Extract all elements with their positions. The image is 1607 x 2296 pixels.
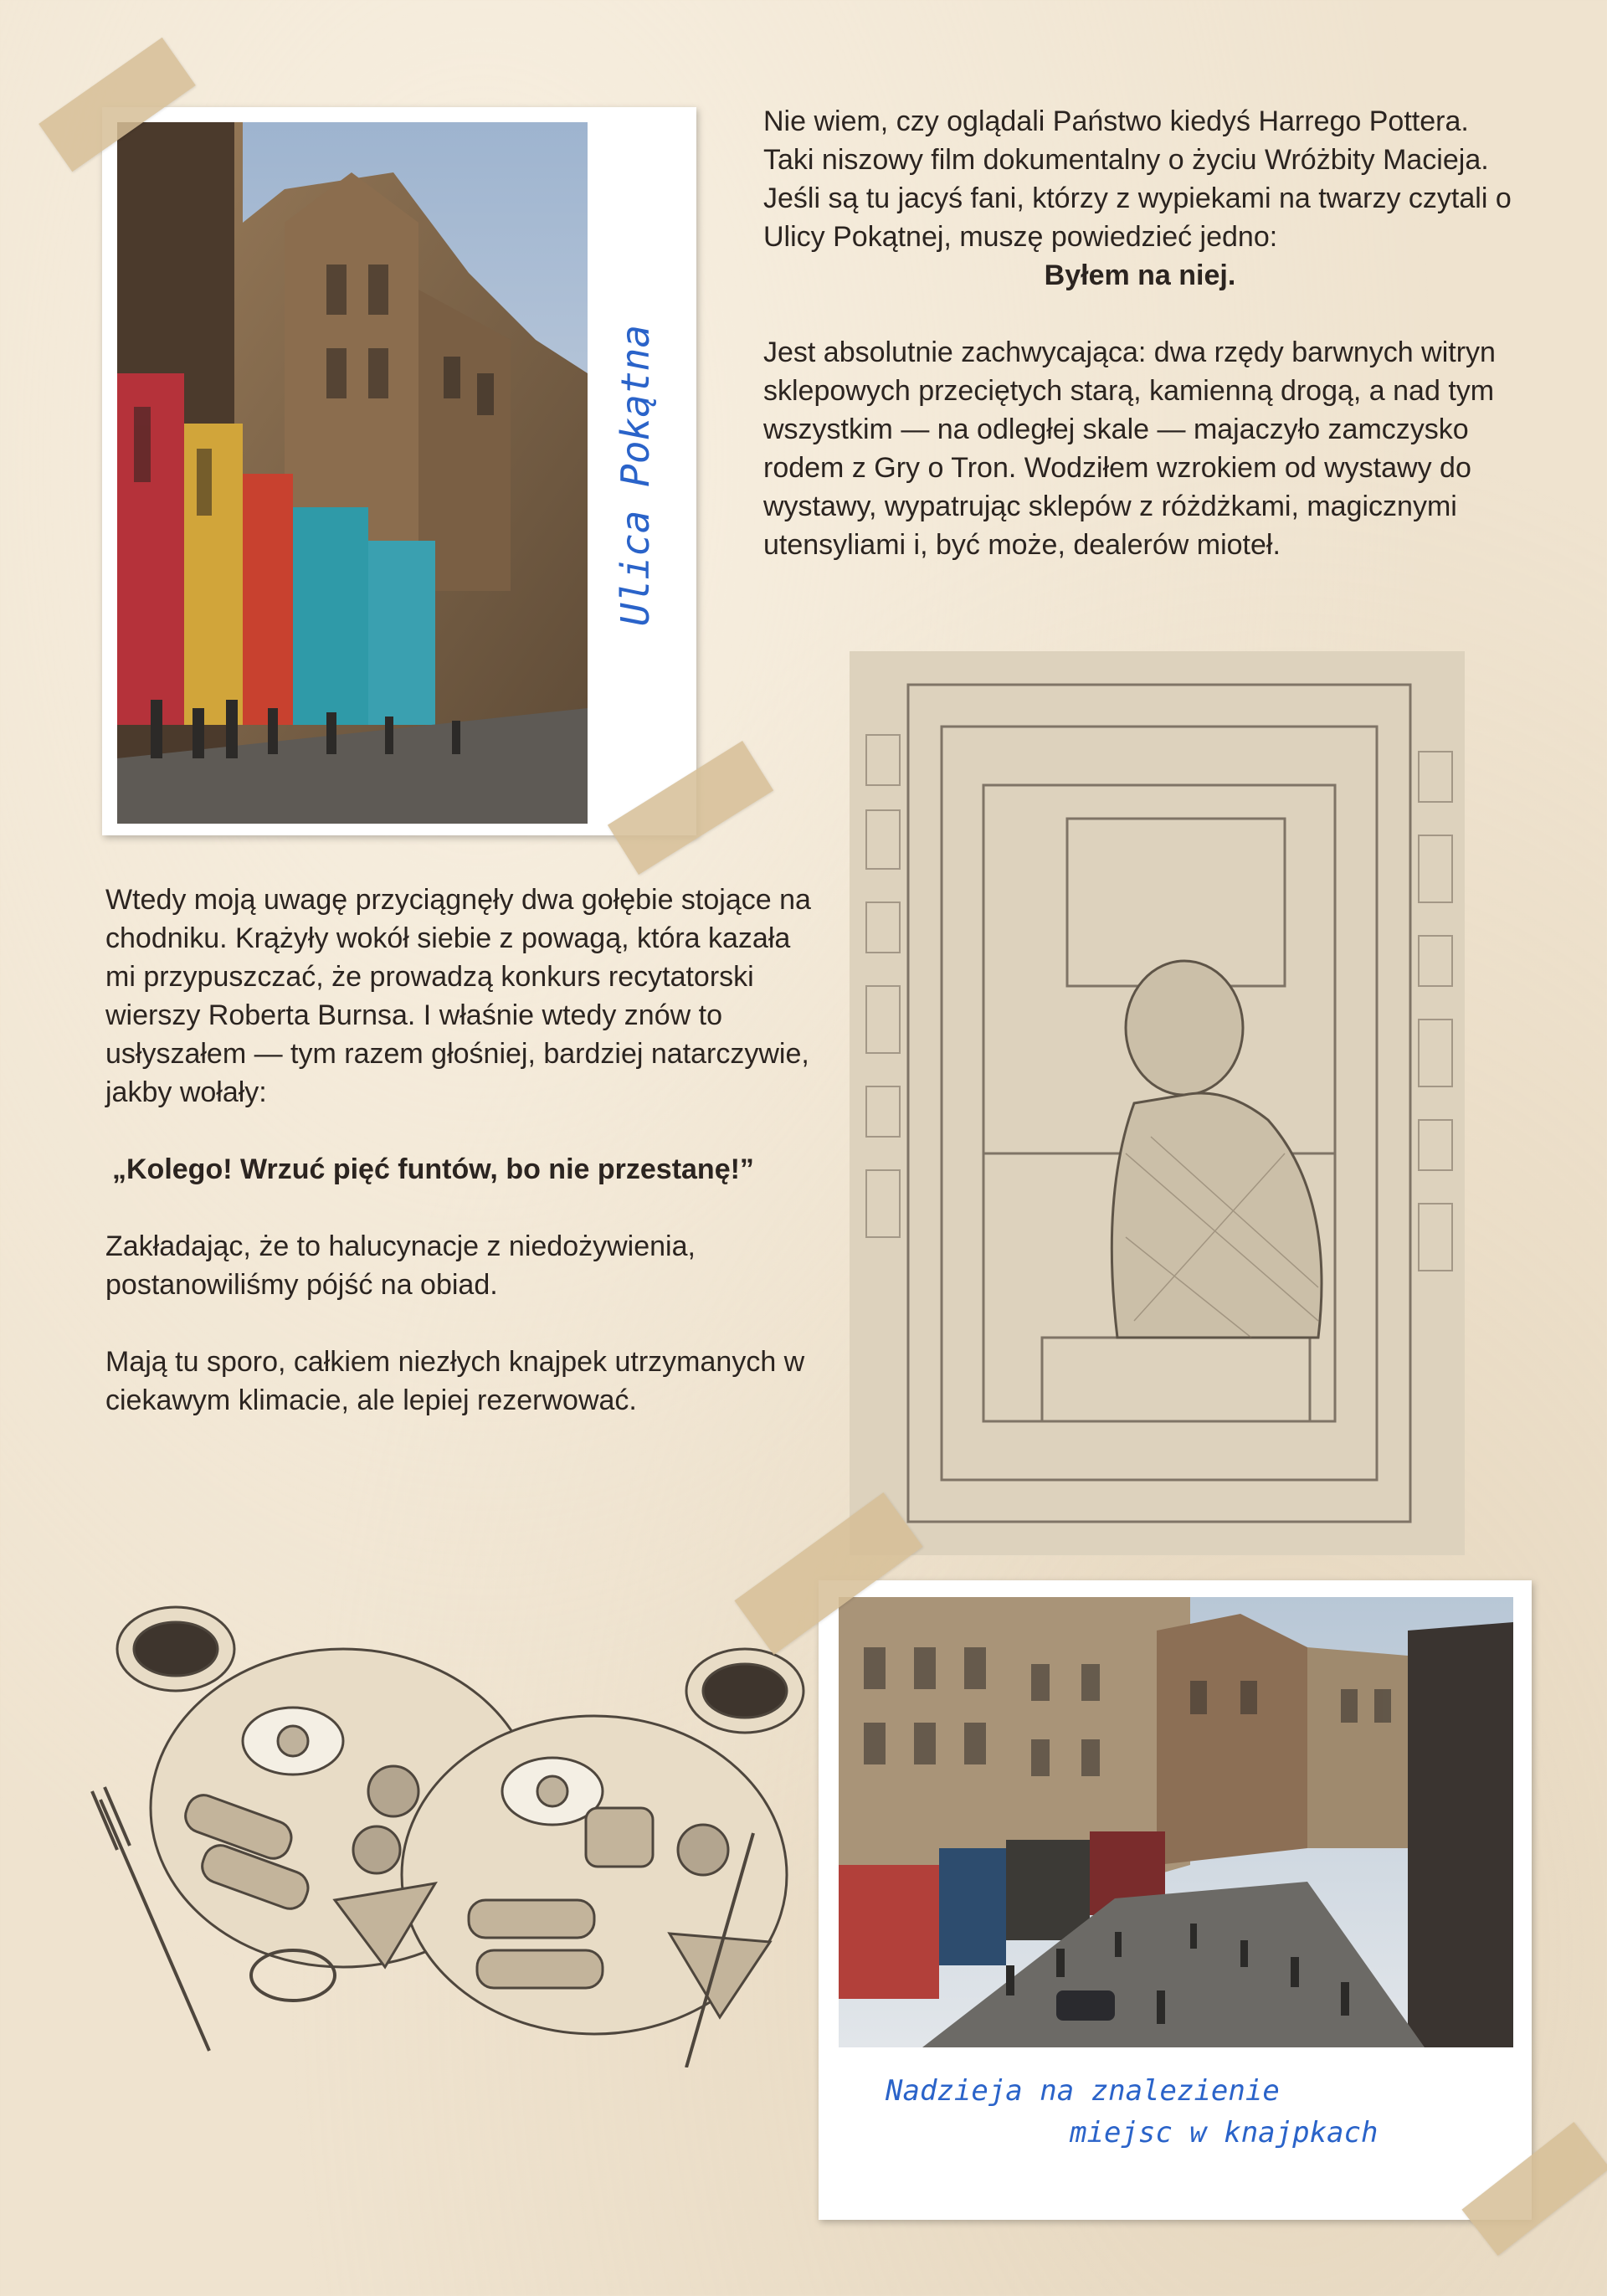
polaroid-photo-2 <box>819 1580 1532 2220</box>
text-block-2 <box>105 881 825 1420</box>
photo-2-caption-line-1: Nadzieja na znalezienie <box>886 2074 1280 2108</box>
paragraph-intro: Nie wiem, czy oglądali Państwo kiedyś Harrego Pottera. Taki niszowy film dokumentalny o życiu Wróżbity Macieja. Jeśli są tu jacyś fani, którzy z wypiekami na twarzy czytali o Ulicy Pokątnej, muszę powiedzieć jedno: <box>763 105 1512 253</box>
paragraph-description: Jest absolutnie zachwycająca: dwa rzędy barwnych witryn sklepowych przeciętych starą, kamienną drogą, a nad tym wszystkim — na odległej skale — majaczyło zamczysko rodem z Gry o Tron. Wodziłem wzrokiem od wystawy do wystawy, wypatrując sklepów z różdżkami, magicznymi utensyliami i, być może, dealerów mioteł. <box>763 336 1496 561</box>
paragraph-pigeons: Wtedy moją uwagę przyciągnęły dwa gołębie stojące na chodniku. Krążyły wokół siebie z powagą, która kazała mi przypuszczać, że prowadzą konkurs recytatorski wierszy Roberta Burnsa. I właśnie wtedy znów to usłyszałem — tym razem głośniej, bardziej natarczywie, jakby wołały: <box>105 884 811 1108</box>
paragraph-restaurants: Mają tu sporo, całkiem niezłych knajpek utrzymanych w ciekawym klimacie, ale lepiej rezerwować. <box>105 1346 805 1416</box>
paragraph-lunch: Zakładając, że to halucynacje z niedożywienia, postanowiliśmy pójść na obiad. <box>105 1230 696 1301</box>
pigeon-quote: „Kolego! Wrzuć pięć funtów, bo nie przestanę!” <box>112 1153 754 1185</box>
photo-2-caption-line-2: miejsc w knajpkach <box>1070 2116 1379 2150</box>
street-photo-1 <box>117 122 588 824</box>
street-photo-2-image <box>839 1597 1513 2047</box>
breakfast-sketch <box>84 1582 820 2067</box>
street-photo-2 <box>839 1597 1513 2047</box>
text-block-1 <box>763 102 1517 564</box>
breakfast-sketch-image <box>84 1582 820 2067</box>
bold-statement: Byłem na niej. <box>1044 259 1236 291</box>
window-sketch-image <box>850 651 1465 1555</box>
polaroid-photo-1: Ulica Pokątna <box>102 107 696 835</box>
window-sketch <box>850 651 1465 1555</box>
street-photo-1-image <box>117 122 588 824</box>
